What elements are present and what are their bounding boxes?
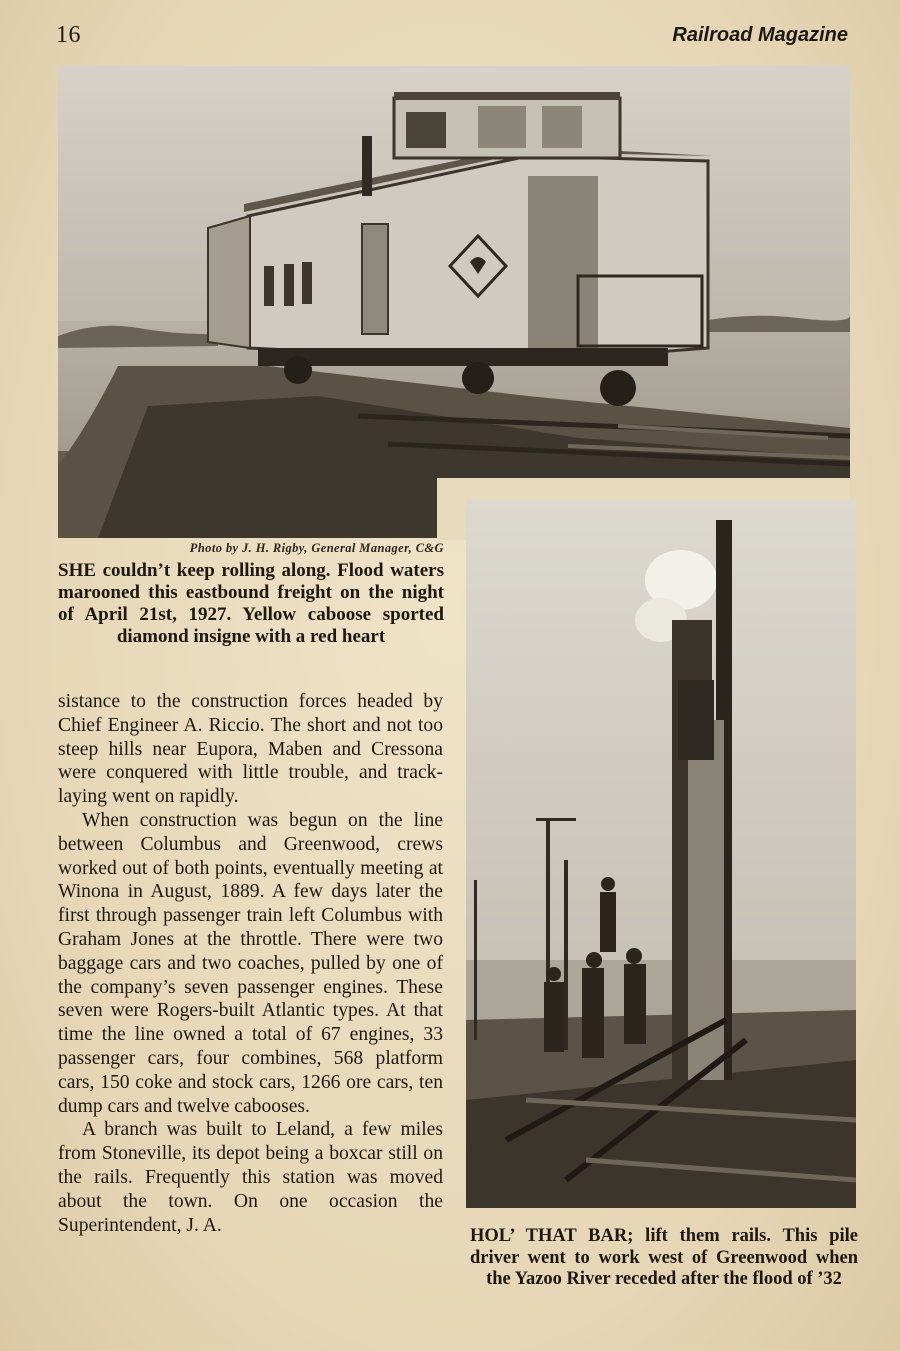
page-number: 16	[56, 22, 81, 48]
caboose-illustration	[58, 66, 850, 538]
bottom-photo-caption: HOL’ THAT BAR; lift them rails. This pile driver went to work west of Greenwood when the Yazoo River receded after the flood of ’32	[470, 1226, 858, 1289]
magazine-title: Railroad Magazine	[672, 24, 848, 46]
article-body	[58, 690, 443, 1237]
article-paragraph: sistance to the construction forces headed by Chief Engineer A. Riccio. The short and not too steep hills near Eupora, Maben and Cressona were conquered with little trouble, and track-laying went on rapidly.	[58, 691, 443, 808]
article-paragraph: A branch was built to Leland, a few miles from Stoneville, its depot being a boxcar still on the rails. Frequently this station was moved about the town. On one occasion the Superintendent, J. A.	[58, 1119, 443, 1236]
caboose-flood-photo	[58, 66, 850, 538]
pile-driver-illustration	[466, 500, 856, 1208]
top-photo-caption: SHE couldn’t keep rolling along. Flood waters marooned this eastbound freight on the night of April 21st, 1927. Yellow caboose sported diamond insigne with a red heart	[58, 560, 444, 647]
pile-driver-photo	[466, 500, 856, 1208]
article-paragraph: When construction was begun on the line between Columbus and Greenwood, crews worked out of both points, eventually meeting at Winona in August, 1889. A few days later the first through passenger train left Columbus with Graham Jones at the throttle. There were two baggage cars and two coaches, pulled by one of the company’s seven passenger engines. These seven were Rogers-built Atlantic types. At that time the line owned a total of 67 engines, 33 passenger cars, four combines, 568 platform cars, 150 coke and stock cars, 1266 ore cars, ten dump cars and twelve cabooses.	[58, 809, 443, 1117]
photo-credit: Photo by J. H. Rigby, General Manager, C&G	[189, 541, 444, 555]
